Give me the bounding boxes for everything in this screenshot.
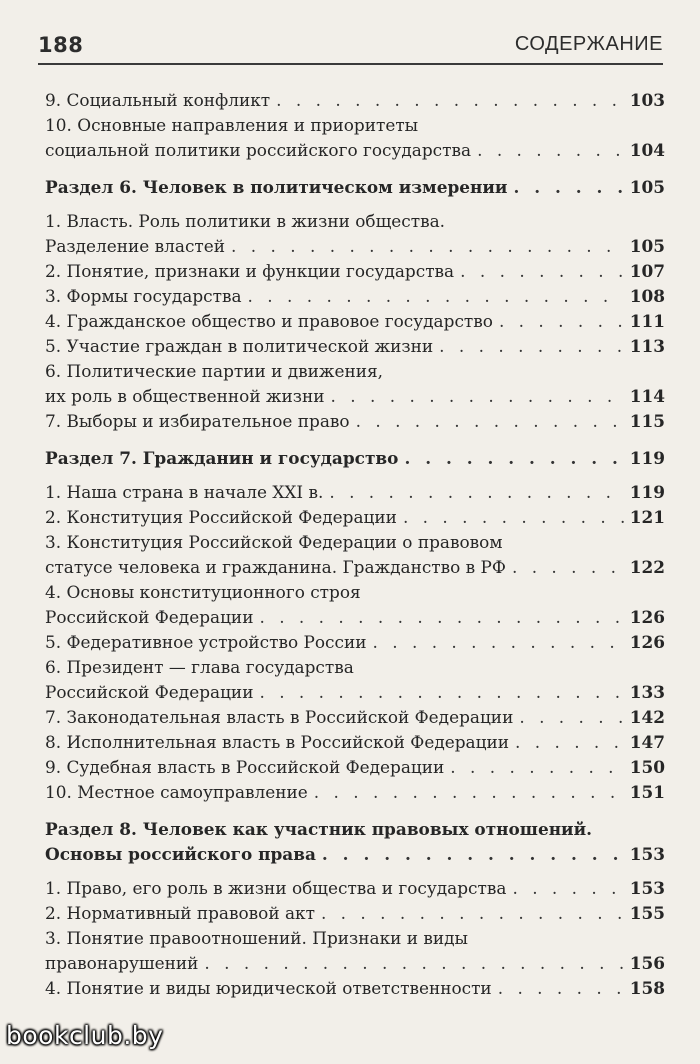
toc-entry-title: Российской Федерации [45, 607, 254, 627]
toc-page-number: 105 [629, 177, 665, 197]
toc-entry [45, 705, 665, 730]
dot-leader [321, 901, 624, 926]
dot-leader [314, 780, 624, 805]
toc-page-number: 133 [629, 682, 665, 702]
toc-entry-title: статусе человека и гражданина. Гражданство в РФ [45, 557, 506, 577]
header-rule [38, 63, 663, 65]
toc-entry-title: 3. Формы государства [45, 286, 242, 306]
toc-page-number: 153 [629, 878, 665, 898]
toc-entry-title: правонарушений [45, 953, 199, 973]
toc-entry [45, 926, 665, 951]
toc-entry-title: 4. Основы конституционного строя [45, 582, 361, 602]
toc-entry-title: 5. Федеративное устройство России [45, 632, 367, 652]
toc-page-number: 142 [629, 707, 665, 727]
page-number: 188 [38, 33, 84, 57]
toc-entry [45, 876, 665, 901]
toc-entry-title: 3. Конституция Российской Федерации о правовом [45, 532, 503, 552]
toc-entry-title: 8. Исполнительная власть в Российской Федерации [45, 732, 509, 752]
toc-page-number: 150 [629, 757, 665, 777]
toc-page-number: 111 [629, 311, 665, 331]
toc-page-number: 156 [629, 953, 665, 973]
toc-page-number: 105 [629, 236, 665, 256]
toc-entry-title: 7. Законодательная власть в Российской Федерации [45, 707, 514, 727]
dot-leader [450, 755, 623, 780]
toc-section-heading [45, 842, 665, 867]
toc-entry-title: Раздел 6. Человек в политическом измерении [45, 177, 508, 197]
toc-spacer [45, 867, 665, 876]
toc-page-number: 126 [629, 632, 665, 652]
dot-leader [519, 705, 623, 730]
toc-entry [45, 951, 665, 976]
dot-leader [248, 284, 624, 309]
toc-entry-title: 1. Власть. Роль политики в жизни общества. [45, 211, 446, 231]
toc-page-number: 119 [629, 482, 665, 502]
toc-entry [45, 409, 665, 434]
toc-page-number: 119 [629, 448, 665, 468]
toc-entry-title: 2. Конституция Российской Федерации [45, 507, 397, 527]
dot-leader [513, 175, 623, 200]
toc-entry [45, 976, 665, 1001]
dot-leader [331, 384, 624, 409]
toc-entry-title: 1. Наша страна в начале XXI в. [45, 482, 324, 502]
toc-entry-title: 2. Понятие, признаки и функции государства [45, 261, 455, 281]
toc-entry [45, 730, 665, 755]
dot-leader [259, 680, 623, 705]
toc-entry [45, 680, 665, 705]
toc-page-number: 103 [629, 90, 665, 110]
toc-page-number: 114 [629, 386, 665, 406]
toc-entry-title: 5. Участие граждан в политической жизни [45, 336, 434, 356]
toc-entry [45, 359, 665, 384]
toc-entry-title: 3. Понятие правоотношений. Признаки и виды [45, 928, 468, 948]
toc-page-number: 155 [629, 903, 665, 923]
toc-entry [45, 138, 665, 163]
toc-page-number: 104 [629, 140, 665, 160]
page-header [38, 33, 663, 67]
dot-leader [329, 480, 623, 505]
dot-leader [477, 138, 624, 163]
toc-entry-title: Разделение властей [45, 236, 226, 256]
toc-entry-title: Раздел 8. Человек как участник правовых отношений. [45, 819, 592, 839]
dot-leader [439, 334, 624, 359]
toc-entry-title: 9. Судебная власть в Российской Федерации [45, 757, 445, 777]
toc-entry-title: 10. Основные направления и приоритеты [45, 115, 419, 135]
toc-spacer [45, 163, 665, 175]
toc-entry-title: 7. Выборы и избирательное право [45, 411, 350, 431]
toc-section-heading [45, 446, 665, 471]
dot-leader [259, 605, 623, 630]
running-title: СОДЕРЖАНИЕ [514, 33, 663, 55]
toc-entry-title: Основы российского права [45, 844, 316, 864]
toc-entry [45, 384, 665, 409]
toc-entry [45, 555, 665, 580]
toc-entry [45, 580, 665, 605]
dot-leader [460, 259, 624, 284]
toc-entry-title: 1. Право, его роль в жизни общества и государства [45, 878, 507, 898]
table-of-contents [45, 88, 665, 1001]
toc-page-number: 122 [629, 557, 665, 577]
toc-entry-title: 10. Местное самоуправление [45, 782, 308, 802]
dot-leader [231, 234, 624, 259]
dot-leader [356, 409, 624, 434]
dot-leader [512, 876, 623, 901]
toc-entry [45, 334, 665, 359]
toc-entry-title: их роль в общественной жизни [45, 386, 325, 406]
toc-entry [45, 284, 665, 309]
toc-entry [45, 755, 665, 780]
toc-page-number: 147 [629, 732, 665, 752]
toc-spacer [45, 805, 665, 817]
dot-leader [322, 842, 624, 867]
watermark: bookclub.by [6, 1021, 164, 1050]
dot-leader [515, 730, 624, 755]
toc-page-number: 121 [629, 507, 665, 527]
toc-entry-title: 4. Понятие и виды юридической ответственности [45, 978, 492, 998]
toc-entry-title: 9. Социальный конфликт [45, 90, 271, 110]
toc-page-number: 115 [629, 411, 665, 431]
dot-leader [204, 951, 623, 976]
dot-leader [372, 630, 623, 655]
toc-entry-title: 2. Нормативный правовой акт [45, 903, 315, 923]
toc-page-number: 151 [629, 782, 665, 802]
toc-entry-title: Раздел 7. Гражданин и государство [45, 448, 399, 468]
dot-leader [498, 976, 624, 1001]
toc-entry-title: 6. Политические партии и движения, [45, 361, 384, 381]
toc-page-number: 126 [629, 607, 665, 627]
toc-entry [45, 530, 665, 555]
toc-spacer [45, 434, 665, 446]
toc-entry-title: 4. Гражданское общество и правовое государство [45, 311, 493, 331]
toc-section-heading [45, 817, 665, 842]
toc-entry [45, 209, 665, 234]
toc-entry [45, 630, 665, 655]
dot-leader [404, 446, 623, 471]
toc-entry [45, 505, 665, 530]
toc-entry [45, 480, 665, 505]
toc-entry-title: 6. Президент — глава государства [45, 657, 354, 677]
toc-entry [45, 309, 665, 334]
toc-page-number: 108 [629, 286, 665, 306]
toc-spacer [45, 471, 665, 480]
toc-entry [45, 901, 665, 926]
toc-entry-title: социальной политики российского государства [45, 140, 472, 160]
dot-leader [512, 555, 624, 580]
toc-entry [45, 259, 665, 284]
dot-leader [403, 505, 624, 530]
toc-page-number: 153 [629, 844, 665, 864]
toc-spacer [45, 200, 665, 209]
toc-entry [45, 780, 665, 805]
toc-page-number: 113 [629, 336, 665, 356]
toc-entry [45, 655, 665, 680]
dot-leader [499, 309, 624, 334]
toc-entry [45, 605, 665, 630]
toc-page-number: 107 [629, 261, 665, 281]
toc-entry [45, 88, 665, 113]
toc-section-heading [45, 175, 665, 200]
toc-page-number: 158 [629, 978, 665, 998]
toc-entry [45, 113, 665, 138]
toc-entry-title: Российской Федерации [45, 682, 254, 702]
toc-entry [45, 234, 665, 259]
dot-leader [276, 88, 624, 113]
